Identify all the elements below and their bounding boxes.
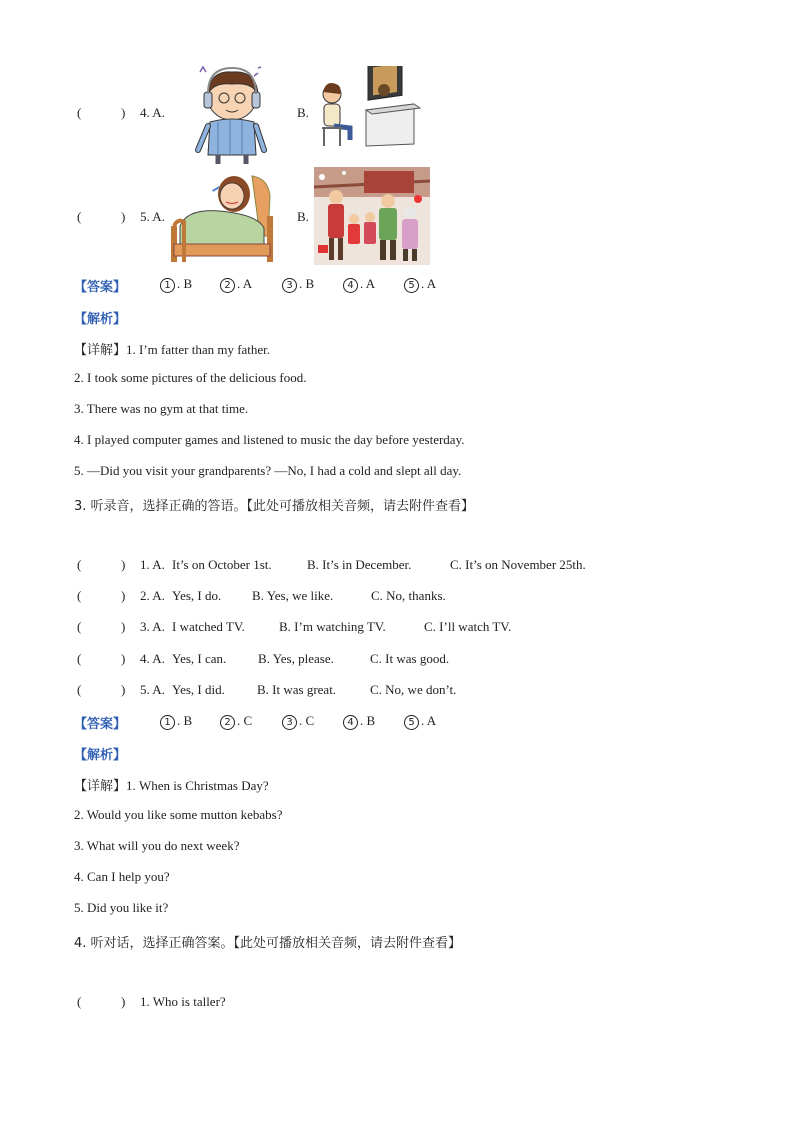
boy-watching-tv-image bbox=[312, 66, 422, 150]
option-c: C. No, thanks. bbox=[371, 588, 446, 603]
detail-line: 2. I took some pictures of the delicious food. bbox=[74, 370, 307, 385]
detail-line: 【详解】1. I’m fatter than my father. bbox=[74, 342, 271, 358]
section4-heading: 4. 听对话，选择正确答案。【此处可播放相关音频，请去附件查看】 bbox=[74, 936, 462, 951]
option-b: B. Yes, we like. bbox=[252, 588, 334, 603]
detail-line: 4. Can I help you? bbox=[74, 869, 170, 884]
option-a: It’s on October 1st. bbox=[172, 557, 272, 572]
option-c: C. No, we don’t. bbox=[370, 682, 457, 697]
option-a: Yes, I did. bbox=[172, 682, 225, 697]
option-c: C. It’s on November 25th. bbox=[450, 557, 586, 572]
answer-tag: 【答案】 bbox=[74, 717, 127, 732]
q4-label: 4. A. bbox=[140, 105, 165, 120]
question-number: 2. A. bbox=[140, 588, 165, 603]
detail-line: 【详解】1. When is Christmas Day? bbox=[74, 778, 269, 794]
section3-heading: 3. 听录音，选择正确的答语。【此处可播放相关音频，请去附件查看】 bbox=[74, 499, 475, 514]
answer-item: 2 . A bbox=[220, 276, 252, 293]
detail-line: 5. —Did you visit your grandparents? —No, I had a cold and slept all day. bbox=[74, 463, 462, 478]
detail-line: 2. Would you like some mutton kebabs? bbox=[74, 807, 283, 822]
q5-paren-close: ) bbox=[121, 209, 126, 224]
girl-sick-in-bed-image bbox=[168, 166, 276, 268]
answer-item: 4 . B bbox=[343, 713, 375, 730]
section4-q1: 1. Who is taller? bbox=[140, 994, 226, 1009]
detail-line: 4. I played computer games and listened to music the day before yesterday. bbox=[74, 432, 465, 447]
detail-line: 3. There was no gym at that time. bbox=[74, 401, 249, 416]
question-number: 5. A. bbox=[140, 682, 165, 697]
answer-tag: 【答案】 bbox=[74, 280, 127, 295]
option-c: C. It was good. bbox=[370, 651, 450, 666]
question-number: 3. A. bbox=[140, 619, 165, 634]
answer-item: 2 . C bbox=[220, 713, 252, 730]
option-a: Yes, I can. bbox=[172, 651, 227, 666]
option-b: B. It was great. bbox=[257, 682, 337, 697]
answer-item: 5 . A bbox=[404, 713, 436, 730]
q4-paren-close: ) bbox=[121, 105, 126, 120]
q4-option-b-label: B. bbox=[297, 105, 309, 120]
detail-line: 5. Did you like it? bbox=[74, 900, 169, 915]
option-b: B. I’m watching TV. bbox=[279, 619, 386, 634]
q1-paren-open: ( bbox=[77, 994, 82, 1009]
answer-item: 5 . A bbox=[404, 276, 436, 293]
option-a: I watched TV. bbox=[172, 619, 245, 634]
boy-headphones-image bbox=[190, 60, 270, 165]
answer-item: 3 . C bbox=[282, 713, 314, 730]
q5-paren-open: ( bbox=[77, 209, 82, 224]
answer-item: 3 . B bbox=[282, 276, 314, 293]
detail-line: 3. What will you do next week? bbox=[74, 838, 240, 853]
question-number: 1. A. bbox=[140, 557, 165, 572]
family-spring-festival-image bbox=[314, 167, 430, 265]
question-number: 4. A. bbox=[140, 651, 165, 666]
option-c: C. I’ll watch TV. bbox=[424, 619, 512, 634]
option-b: B. It’s in December. bbox=[307, 557, 412, 572]
q5-option-b-label: B. bbox=[297, 209, 309, 224]
q1-paren-close: ) bbox=[121, 994, 126, 1009]
option-a: Yes, I do. bbox=[172, 588, 222, 603]
analysis-tag: 【解析】 bbox=[74, 748, 127, 763]
answer-item: 1 . B bbox=[160, 713, 192, 730]
q4-paren-open: ( bbox=[77, 105, 82, 120]
answer-item: 4 . A bbox=[343, 276, 375, 293]
answer-item: 1 . B bbox=[160, 276, 192, 293]
option-b: B. Yes, please. bbox=[258, 651, 334, 666]
q5-label: 5. A. bbox=[140, 209, 165, 224]
analysis-tag: 【解析】 bbox=[74, 312, 127, 327]
